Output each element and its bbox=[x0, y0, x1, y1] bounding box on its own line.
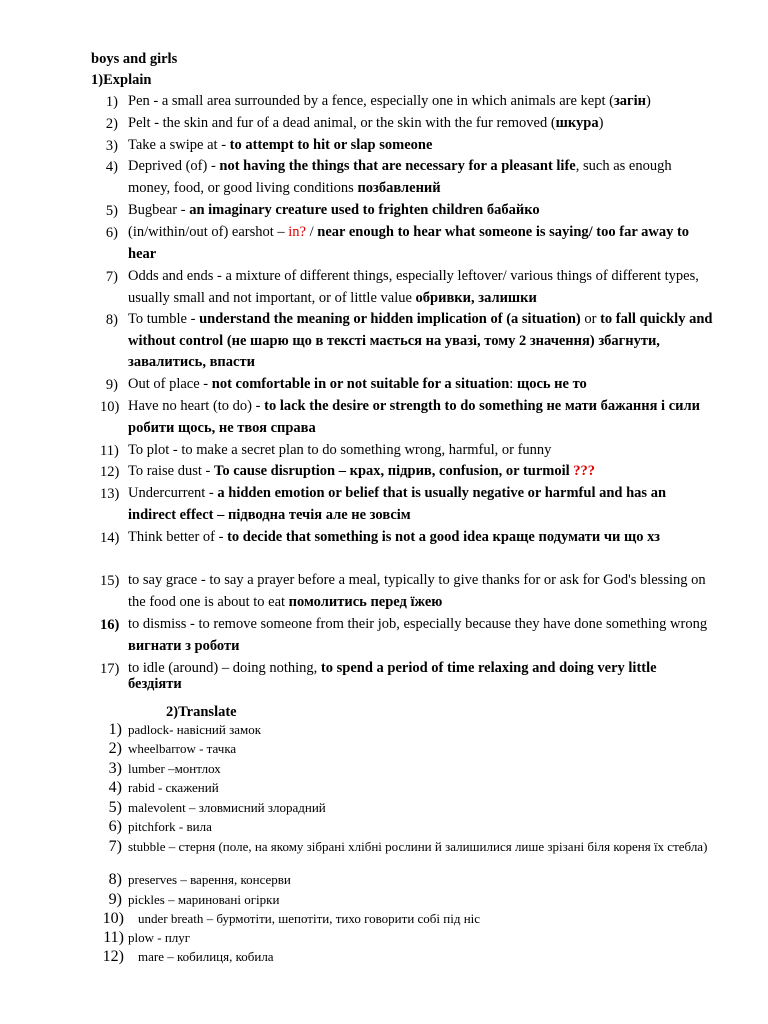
list-item: Think better of - to decide that something is not a good idea краще подумати чи що хз bbox=[128, 529, 660, 545]
list-item: To plot - to make a secret plan to do something wrong, harmful, or funny bbox=[128, 442, 552, 458]
list-item-number: 7) bbox=[108, 838, 122, 855]
list-item-number: 2) bbox=[108, 740, 122, 757]
list-item: rabid - скажений bbox=[128, 780, 219, 795]
list-item: Deprived (of) - not having the things that are necessary for a pleasant life, such as enough money, food, or good living conditions позбавлений bbox=[128, 158, 672, 196]
list-item-number: 6) bbox=[108, 818, 122, 835]
list-item-number: 8) bbox=[108, 871, 122, 888]
list-item-number: 5) bbox=[105, 203, 118, 219]
list-item: malevolent – зловмисний злорадний bbox=[128, 800, 326, 815]
list-item-number: 3) bbox=[108, 760, 122, 777]
list-item-number: 16) bbox=[100, 617, 120, 633]
list-item-number: 8) bbox=[105, 312, 118, 328]
list-item: mare – кобилиця, кобила bbox=[138, 949, 274, 964]
list-item: Undercurrent - a hidden emotion or belief that is usually negative or harmful and has an indirect effect – підводна течія але не зовсім bbox=[128, 485, 667, 523]
document-title: boys and girls bbox=[91, 51, 178, 67]
list-item: pickles – мариновані огірки bbox=[128, 892, 280, 907]
list-item: preserves – варення, консерви bbox=[128, 872, 291, 887]
list-item-number: 13) bbox=[100, 486, 120, 502]
list-item: Odds and ends - a mixture of different things, especially leftover/ various things of different types, usually small and not important, or of little value обривки, залишки bbox=[128, 268, 699, 306]
list-item-number: 12) bbox=[100, 464, 120, 480]
list-item: to say grace - to say a prayer before a meal, typically to give thanks for or ask for God's blessing on the food one is about to eat помолитись перед їжею bbox=[128, 572, 706, 610]
list-item: Take a swipe at - to attempt to hit or slap someone bbox=[128, 137, 433, 153]
list-item: wheelbarrow - тачка bbox=[128, 741, 237, 756]
list-item-number: 4) bbox=[108, 779, 122, 796]
list-item: Pelt - the skin and fur of a dead animal, or the skin with the fur removed (шкура) bbox=[128, 115, 604, 131]
list-item: pitchfork - вила bbox=[128, 819, 212, 834]
section-heading-explain: 1)Explain bbox=[91, 72, 152, 88]
list-item: to idle (around) – doing nothing, to spend a period of time relaxing and doing very little бездіяти bbox=[128, 660, 657, 692]
list-item: Out of place - not comfortable in or not suitable for a situation: щось не то bbox=[128, 376, 587, 392]
list-item: Pen - a small area surrounded by a fence, especially one in which animals are kept (загін) bbox=[128, 93, 651, 109]
list-item-number: 11) bbox=[103, 929, 124, 946]
list-item-number: 14) bbox=[100, 530, 120, 546]
list-item: lumber –монтлох bbox=[128, 761, 221, 776]
list-item: padlock- навісний замок bbox=[128, 722, 262, 737]
list-item: to dismiss - to remove someone from their job, especially because they have done something wrong вигнати з роботи bbox=[128, 616, 708, 654]
list-item-number: 5) bbox=[108, 799, 122, 816]
list-item-number: 9) bbox=[105, 377, 118, 393]
list-item-number: 15) bbox=[100, 573, 120, 589]
list-item: plow - плуг bbox=[128, 930, 191, 945]
list-item-number: 1) bbox=[105, 94, 118, 110]
list-item-number: 10) bbox=[102, 910, 124, 927]
list-item: (in/within/out of) earshot – in? / near enough to hear what someone is saying/ too far away to hear bbox=[128, 224, 690, 262]
list-item-number: 1) bbox=[108, 721, 122, 738]
list-item: under breath – бурмотіти, шепотіти, тихо говорити собі під ніс bbox=[138, 911, 481, 926]
list-item: To raise dust - To cause disruption – крах, підрив, confusion, or turmoil ??? bbox=[128, 463, 596, 479]
list-item: To tumble - understand the meaning or hidden implication of (a situation) or to fall quickly and without control (не шарю що в тексті мається на увазі, тому 2 значення) збагнути, завалитись, впасти bbox=[128, 311, 713, 371]
list-item-number: 7) bbox=[105, 269, 118, 285]
list-item: Have no heart (to do) - to lack the desire or strength to do something не мати бажання і сили робити щось, не твоя справа bbox=[128, 398, 700, 436]
list-item-number: 4) bbox=[105, 159, 118, 175]
list-item-number: 9) bbox=[108, 891, 122, 908]
list-item: Bugbear - an imaginary creature used to frighten children бабайко bbox=[128, 202, 540, 218]
list-item-number: 3) bbox=[105, 138, 118, 154]
list-item-number: 6) bbox=[105, 225, 118, 241]
list-item-number: 11) bbox=[100, 443, 119, 459]
list-item-number: 10) bbox=[100, 399, 120, 415]
section-heading-translate: 2)Translate bbox=[166, 704, 237, 720]
list-item-number: 17) bbox=[100, 661, 120, 677]
list-item-number: 2) bbox=[105, 116, 118, 132]
list-item: stubble – стерня (поле, на якому зібрані хлібні рослини й залишилися лише зрізані біля кореня їх стебла) bbox=[128, 839, 708, 854]
list-item-number: 12) bbox=[102, 948, 124, 965]
